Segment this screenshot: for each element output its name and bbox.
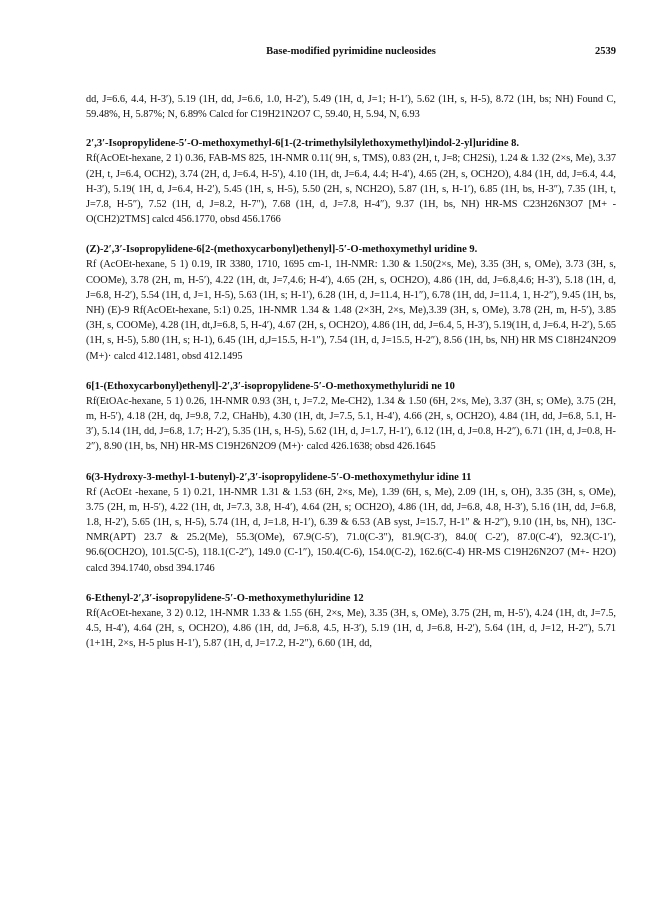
running-title: Base-modified pyrimidine nucleosides	[266, 46, 436, 57]
compound-data: Rf (AcOEt -hexane, 5 1) 0.21, 1H-NMR 1.31 & 1.53 (6H, 2×s, Me), 1.39 (6H, s, Me), 2.09 (1H, s, OH), 3.35 (3H, s, OMe), 3.75 (2H, m, H-5′), 4.22 (1H, dt, J=7.3, 3.8, H-4′), 4.64 (2H, s; OCH2O), 4.86 (1H, dd, J=6.8, 4.8, H-3′), 5.16 (1H, dd, J=6.8, 1.8, H-2′), 5.65 (1H, s, H-5), 5.74 (1H, d, J=1.8, H-1′), 6.39 & 6.53 (AB syst, J=15.7, H-1″ & H-2″), 9.10 (1H, bs, NH), 13C-NMR(APT) 23.7 & 25.2(Me), 55.3(OMe), 67.9(C-5′), 71.0(C-3″), 81.9(C-3′), 84.0( C-2′), 87.0(C-4′), 92.3(C-1′), 96.6(OCH2O), 101.5(C-5), 118.1(C-2″), 149.0 (C-1″), 150.4(C-6), 154.0(C-2), 162.6(C-4) HR-MS C19H26N2O7 (M+- H2O) calcd 394.1740, obsd 394.1746	[86, 486, 616, 574]
compound-data: Rf(AcOEt-hexane, 3 2) 0.12, 1H-NMR 1.33 & 1.55 (6H, 2×s, Me), 3.35 (3H, s, OMe), 3.75 (2H, m, H-5′), 4.24 (1H, dt, J=7.5, 4.5, H-4′), 4.64 (2H, s, OCH2O), 4.86 (1H, dd, J=6.8, 4.5, H-3′), 5.19 (1H, d, J=6.8, H-2′), 5.64 (1H, d, J=12, H-2″), 5.71 (1+1H, 2×s, H-5 plus H-1′), 5.87 (1H, d, J=17.2, H-2″), 6.60 (1H, dd,	[86, 607, 616, 650]
page-number: 2539	[595, 46, 616, 57]
compound-entry-12	[86, 591, 616, 652]
compound-title: 6[1-(Ethoxycarbonyl)ethenyl]-2′,3′-isopropylidene-5′-O-methoxymethyluridi ne 10	[86, 380, 455, 392]
compound-title: 2′,3′-Isopropylidene-5′-O-methoxymethyl-6[1-(2-trimethylsilylethoxymethyl)indol-2-yl]uridine 8.	[86, 138, 520, 150]
compound-entry-9	[86, 242, 616, 363]
compound-entry-11	[86, 470, 616, 576]
compound-entry-10	[86, 379, 616, 455]
compound-data: Rf(AcOEt-hexane, 2 1) 0.36, FAB-MS 825, 1H-NMR 0.11( 9H, s, TMS), 0.83 (2H, t, J=8; CH2Si), 1.24 & 1.32 (2×s, Me), 3.37 (2H, t, J=6.4, OCH2), 3.74 (2H, d, J=6.4, H-5′), 4.10 (1H, dt, J=6.4, 4.4; H-4′), 4.65 (2H, s, OCH2O), 4.84 (1H, dd, J=6.4, 4.4, H-3′), 5.19( 1H, d, J=6.4, H-2′), 5.45 (1H, s, H-5), 5.50 (2H, s, NCH2O), 5.87 (1H, s, H-1′), 6.85 (1H, bs, H-3″), 7.35 (1H, t, J=7.8, H-5″), 7.52 (1H, d, J=8.2, H-7″), 7.68 (1H, d, J=7.8, H-4″), 9.37 (1H, bs, NH) HR-MS C23H26N3O7 [M+ - O(CH2)2TMS] calcd 456.1770, obsd 456.1766	[86, 153, 616, 226]
compound-data: Rf (AcOEt-hexane, 5 1) 0.19, IR 3380, 1710, 1695 cm-1, 1H-NMR: 1.30 & 1.50(2×s, Me), 3.35 (3H, s, OMe), 3.73 (3H, s, COOMe), 3.78 (2H, m, H-5′), 4.22 (1H, dt, J=7,4.6; H-4′), 4.65 (2H, s, OCH2O), 4.86 (1H, dd, J=6.8,4.6; H-3′), 5.18 (1H, d, J=6.8, H-2′), 5.54 (1H, d, J=1, H-5), 5.63 (1H, s; H-1′), 6.28 (1H, d, J=11.4, H-1″), 6.78 (1H, dd, J=11.4, 1, H-2″), 9.45 (1H, bs, NH) (E)-9 Rf(AcOEt-hexane, 5:1) 0.25, 1H-NMR 1.34 & 1.48 (2×3H, 2×s, Me),3.39 (3H, s, OMe), 3.78 (2H, m, H-5′), 3.85 (3H, s, COOMe), 4.28 (1H, dt,J=6.8, 5, H-4′), 4.67 (2H, s, OCH2O), 4.86 (1H, dd, J=6.4, 5, H-3′), 5.19(1H, d, J=6.4, H-2′), 5.65 (1H, s, H-5), 5.80 (1H, s; H-1), 6.45 (1H, d,J=15.5, H-1″), 7.54 (1H, d, J=15.5, H-2″), 8.56 (1H, bs, NH) HR MS C18H24N2O9 (M+)· calcd 412.1481, obsd 412.1495	[86, 259, 616, 362]
compound-title: 6-Ethenyl-2′,3′-isopropylidene-5′-O-methoxymethyluridine 12	[86, 592, 364, 604]
article-body	[86, 92, 616, 666]
compound-entry-8	[86, 136, 616, 227]
compound-title: (Z)-2′,3′-Isopropylidene-6[2-(methoxycarbonyl)ethenyl]-5′-O-methoxymethyl uridine 9.	[86, 244, 478, 256]
compound-title: 6(3-Hydroxy-3-methyl-1-butenyl)-2′,3′-isopropylidene-5′-O-methoxymethylur idine 11	[86, 471, 472, 483]
continuation-paragraph: dd, J=6.6, 4.4, H-3′), 5.19 (1H, dd, J=6.6, 1.0, H-2′), 5.49 (1H, d, J=1; H-1′), 5.62 (1H, s, H-5), 8.72 (1H, bs; NH) Found C, 59.48%, H, 5.87%; N, 6.89% Calcd for C19H21N2O7 C, 59.40, H, 5.94, N, 6.93	[86, 94, 616, 121]
compound-data: Rf(EtOAc-hexane, 5 1) 0.26, 1H-NMR 0.93 (3H, t, J=7.2, Me-CH2), 1.34 & 1.50 (6H, 2×s, Me), 3.37 (3H, s; OMe), 3.75 (2H, m, H-5′), 4.18 (2H, dq, J=9.8, 7.2, CHaHb), 4.30 (1H, dt, J=7.5, 5.1, H-4′), 4.66 (2H, s, OCH2O), 4.84 (1H, dd, J=6.8, 5.1, H-3′), 5.14 (1H, dd, J=6.8, 1.7; H-2′), 5.35 (1H, s, H-5), 5.62 (1H, d, J=1.7, H-1′), 6.12 (1H, d, J=0.8, H-2″), 6.71 (1H, d, J=0.8, H-2″), 8.90 (1H, bs, NH) HR-MS C19H26N2O9 (M+)· calcd 426.1638; obsd 426.1645	[86, 395, 616, 453]
running-header	[86, 46, 616, 62]
